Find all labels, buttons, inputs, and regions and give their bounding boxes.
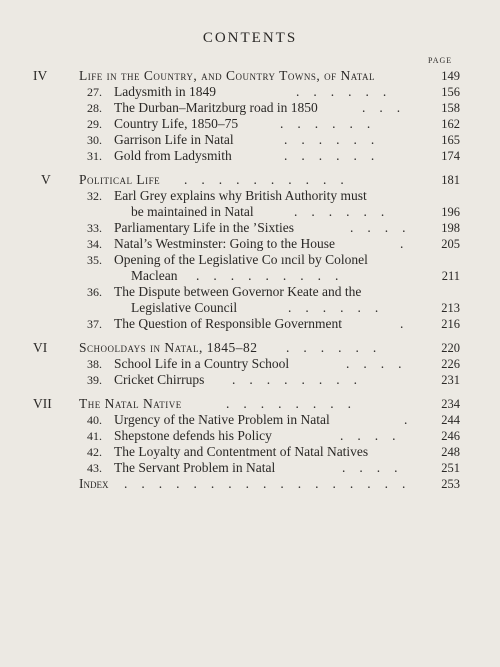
page-number: 181 bbox=[441, 173, 460, 187]
leader-dots: .... bbox=[346, 356, 416, 371]
entry-title: School Life in a Country School bbox=[114, 356, 290, 371]
entry-number: 34. bbox=[87, 237, 102, 251]
page-number: 226 bbox=[441, 357, 460, 371]
entry-title: Natal’s Westminster: Going to the House bbox=[114, 236, 336, 251]
entry-title-continued: be maintained in Natal bbox=[131, 204, 254, 219]
section-number: VII bbox=[33, 396, 52, 411]
section-title: The Natal Native bbox=[79, 396, 182, 411]
leader-dots: . bbox=[400, 236, 418, 251]
entry-title: Parliamentary Life in the ’Sixties bbox=[114, 220, 294, 235]
toc-entry bbox=[0, 132, 500, 148]
toc-entry bbox=[0, 100, 500, 116]
section-number: V bbox=[41, 172, 51, 187]
entry-number: 28. bbox=[87, 101, 102, 115]
entry-number: 40. bbox=[87, 413, 102, 427]
toc-index bbox=[0, 476, 500, 492]
leader-dots: ...... bbox=[294, 204, 399, 219]
leader-dots: ...... bbox=[286, 340, 391, 355]
page-number: 198 bbox=[441, 221, 460, 235]
leader-dots: ...... bbox=[284, 132, 389, 147]
toc-section-vi bbox=[0, 340, 500, 356]
page-number: 231 bbox=[441, 373, 460, 387]
entry-title: Cricket Chirrups bbox=[114, 372, 205, 387]
leader-dots: . bbox=[400, 316, 418, 331]
entry-title: Earl Grey explains why British Authority must bbox=[114, 188, 367, 203]
page-number: 158 bbox=[441, 101, 460, 115]
entry-title: Ladysmith in 1849 bbox=[114, 84, 216, 99]
entry-number: 42. bbox=[87, 445, 102, 459]
entry-title: The Durban–Maritzburg road in 1850 bbox=[114, 100, 318, 115]
entry-title-continued: Maclean bbox=[131, 268, 178, 283]
section-number: IV bbox=[33, 68, 48, 83]
toc-entry bbox=[0, 428, 500, 444]
entry-title: The Servant Problem in Natal bbox=[114, 460, 276, 475]
page-number: 244 bbox=[441, 413, 460, 427]
entry-number: 36. bbox=[87, 285, 102, 299]
page-number: 174 bbox=[441, 149, 460, 163]
entry-number: 32. bbox=[87, 189, 102, 203]
leader-dots: .... bbox=[350, 220, 420, 235]
entry-title: Gold from Ladysmith bbox=[114, 148, 232, 163]
section-title: Political Life bbox=[79, 172, 161, 187]
entry-number: 33. bbox=[87, 221, 102, 235]
entry-number: 31. bbox=[87, 149, 102, 163]
entry-title: Garrison Life in Natal bbox=[114, 132, 234, 147]
index-title: Index bbox=[79, 476, 109, 491]
leader-dots: ...... bbox=[284, 148, 389, 163]
entry-number: 41. bbox=[87, 429, 102, 443]
page-number: 156 bbox=[441, 85, 460, 99]
entry-title: The Loyalty and Contentment of Natal Natives bbox=[114, 444, 369, 459]
toc-section-v bbox=[0, 172, 500, 188]
toc-section-iv bbox=[0, 68, 500, 84]
toc-entry bbox=[0, 236, 500, 252]
toc-entry bbox=[0, 444, 500, 460]
page-number: 211 bbox=[441, 269, 460, 283]
toc-entry bbox=[0, 356, 500, 372]
page-number: 253 bbox=[441, 477, 460, 491]
leader-dots: ...... bbox=[288, 300, 393, 315]
page-number: 234 bbox=[441, 397, 460, 411]
toc-entry bbox=[0, 412, 500, 428]
entry-title: The Question of Responsible Government bbox=[114, 316, 342, 331]
page-number: 213 bbox=[441, 301, 460, 315]
leader-dots: . bbox=[404, 412, 422, 427]
leader-dots: ...... bbox=[296, 84, 401, 99]
page-number: 205 bbox=[441, 237, 460, 251]
entry-title: Urgency of the Native Problem in Natal bbox=[114, 412, 330, 427]
entry-number: 38. bbox=[87, 357, 102, 371]
toc-section-vii bbox=[0, 396, 500, 412]
section-number: VI bbox=[33, 340, 48, 355]
leader-dots: ................. bbox=[124, 476, 420, 491]
entry-title: Shepstone defends his Policy bbox=[114, 428, 272, 443]
page-number: 251 bbox=[441, 461, 460, 475]
entry-title: The Dispute between Governor Keate and the bbox=[114, 284, 362, 299]
leader-dots: ...... bbox=[280, 116, 385, 131]
entry-number: 27. bbox=[87, 85, 102, 99]
page-number: 216 bbox=[441, 317, 460, 331]
toc-entry bbox=[0, 372, 500, 388]
toc-entry-continued bbox=[0, 268, 500, 284]
entry-title: Country Life, 1850–75 bbox=[114, 116, 239, 131]
page-number: 220 bbox=[441, 341, 460, 355]
entry-number: 37. bbox=[87, 317, 102, 331]
page-number: 162 bbox=[441, 117, 460, 131]
toc-entry-continued bbox=[0, 204, 500, 220]
toc-entry bbox=[0, 316, 500, 332]
toc-entry bbox=[0, 284, 500, 300]
entry-title-continued: Legislative Council bbox=[131, 300, 238, 315]
toc-entry-continued bbox=[0, 300, 500, 316]
toc-entry bbox=[0, 148, 500, 164]
toc-entry bbox=[0, 188, 500, 204]
section-title: Life in the Country, and Country Towns, of Natal bbox=[79, 68, 376, 83]
page-title: CONTENTS bbox=[202, 30, 298, 46]
entry-number: 30. bbox=[87, 133, 102, 147]
leader-dots: .... bbox=[342, 460, 412, 475]
entry-number: 43. bbox=[87, 461, 102, 475]
entry-title: Opening of the Legislative Co ıncil by Colonel bbox=[114, 252, 368, 267]
toc-entry bbox=[0, 116, 500, 132]
leader-dots: ........ bbox=[226, 396, 365, 411]
entry-number: 39. bbox=[87, 373, 102, 387]
page-number: 149 bbox=[441, 69, 460, 83]
page-number: 165 bbox=[441, 133, 460, 147]
toc-entry bbox=[0, 460, 500, 476]
page-number: 196 bbox=[441, 205, 460, 219]
leader-dots: ... bbox=[362, 100, 415, 115]
leader-dots: ......... bbox=[196, 268, 353, 283]
entry-number: 35. bbox=[87, 253, 102, 267]
toc-entry bbox=[0, 84, 500, 100]
page-number: 246 bbox=[441, 429, 460, 443]
leader-dots: .... bbox=[340, 428, 410, 443]
toc-entry bbox=[0, 252, 500, 268]
section-title: Schooldays in Natal, 1845–82 bbox=[79, 340, 258, 355]
leader-dots: .......... bbox=[184, 172, 358, 187]
leader-dots: ........ bbox=[232, 372, 371, 387]
page-number: 248 bbox=[441, 445, 460, 459]
toc-entry bbox=[0, 220, 500, 236]
entry-number: 29. bbox=[87, 117, 102, 131]
page-column-label: PAGE bbox=[428, 56, 453, 65]
